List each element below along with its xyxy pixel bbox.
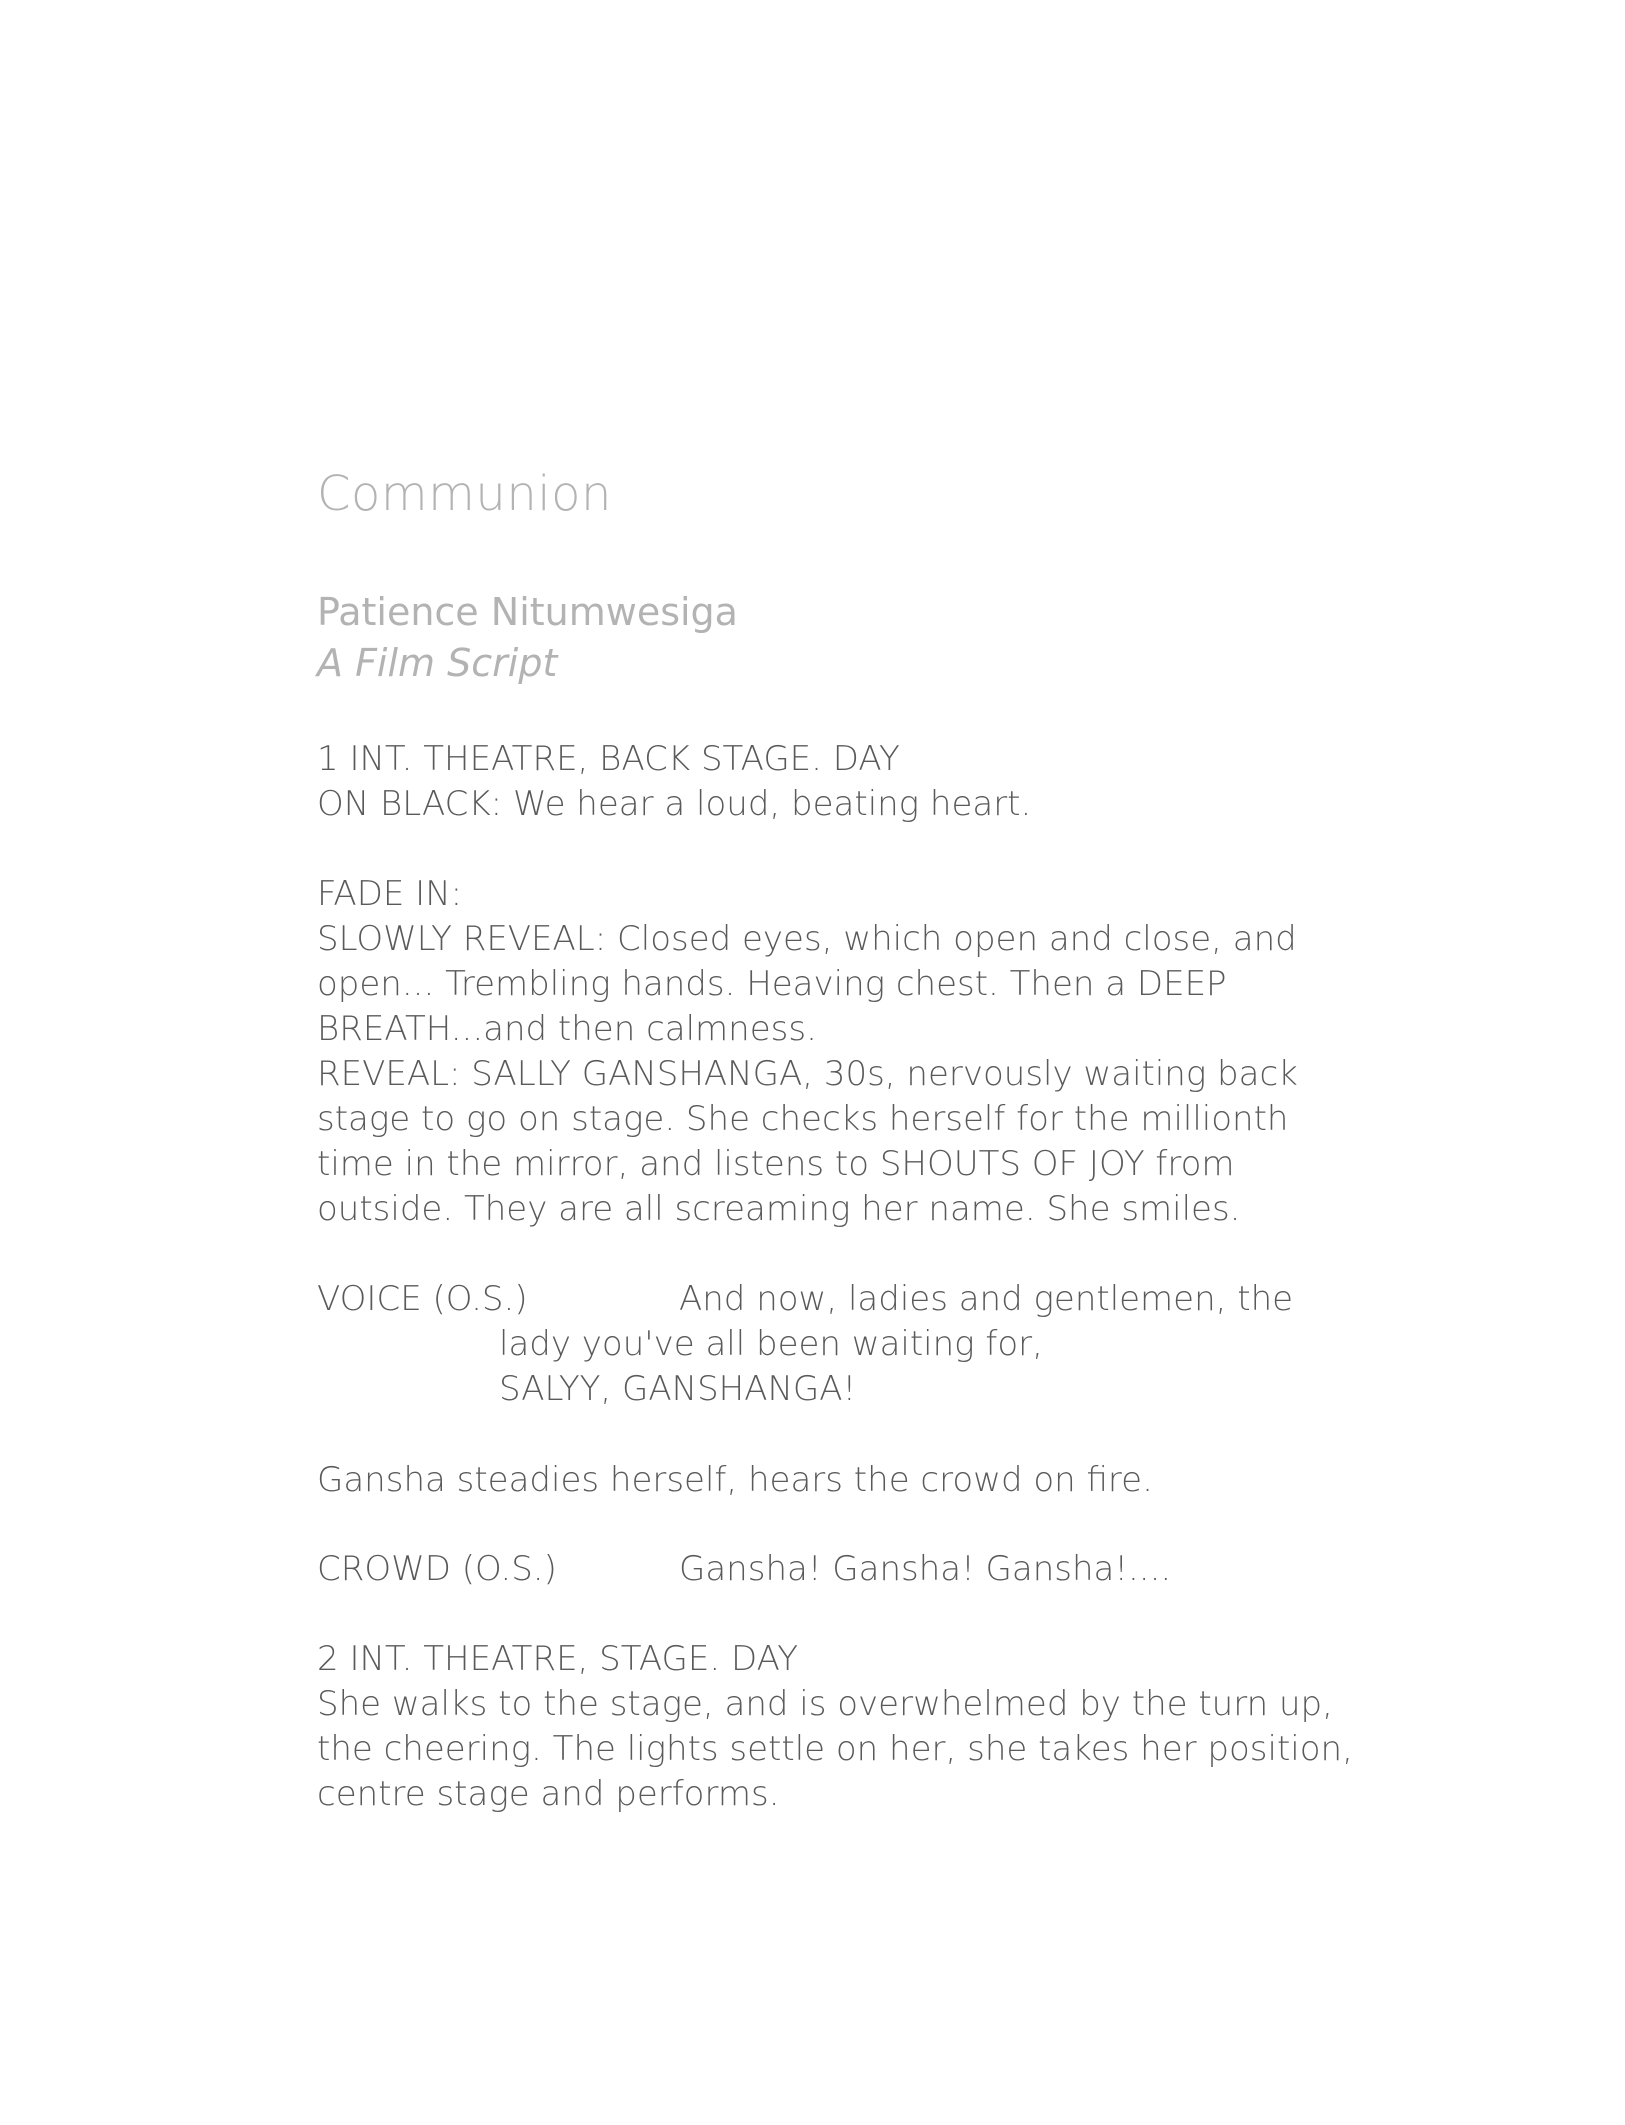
action-line: stage to go on stage. She checks herself for the millionth xyxy=(317,1099,1289,1139)
dialogue-line: Gansha! Gansha! Gansha!.... xyxy=(679,1549,1172,1589)
scene-heading: 1 INT. THEATRE, BACK STAGE. DAY xyxy=(317,739,900,779)
transition: FADE IN: xyxy=(317,874,463,914)
script-subtitle: A Film Script xyxy=(317,641,558,685)
action-line: BREATH...and then calmness. xyxy=(317,1009,817,1049)
scene-1 xyxy=(317,737,1337,827)
crowd-dialogue xyxy=(317,1547,1337,1592)
dialogue-line: SALYY, GANSHANGA! xyxy=(499,1369,857,1409)
action-line: time in the mirror, and listens to SHOUTS OF JOY from xyxy=(317,1144,1235,1184)
action-line: the cheering. The lights settle on her, she takes her position, xyxy=(317,1729,1353,1769)
action-line: SLOWLY REVEAL: Closed eyes, which open and close, and xyxy=(317,919,1297,959)
author-name: Patience Nitumwesiga xyxy=(317,590,738,634)
action-line: centre stage and performs. xyxy=(317,1774,780,1814)
script-title: Communion xyxy=(317,466,612,522)
action-line: open... Trembling hands. Heaving chest. Then a DEEP xyxy=(317,964,1227,1004)
character-name: CROWD (O.S.) xyxy=(317,1549,557,1589)
fade-in-block xyxy=(317,872,1337,1232)
scene-heading: 2 INT. THEATRE, STAGE. DAY xyxy=(317,1639,798,1679)
action-line: REVEAL: SALLY GANSHANGA, 30s, nervously waiting back xyxy=(317,1054,1298,1094)
action-line: Gansha steadies herself, hears the crowd on fire. xyxy=(317,1460,1153,1500)
action-line: She walks to the stage, and is overwhelmed by the turn up, xyxy=(317,1684,1333,1724)
dialogue-line: And now, ladies and gentlemen, the xyxy=(679,1279,1294,1319)
action-line: ON BLACK: We hear a loud, beating heart. xyxy=(317,784,1032,824)
character-name: VOICE (O.S.) xyxy=(317,1279,528,1319)
dialogue-row xyxy=(317,1277,1337,1322)
action-line: outside. They are all screaming her name. She smiles. xyxy=(317,1189,1241,1229)
dialogue-row xyxy=(317,1547,1337,1592)
voice-dialogue xyxy=(317,1277,1337,1412)
action-block xyxy=(317,1458,1337,1503)
dialogue-line: lady you've all been waiting for, xyxy=(499,1324,1043,1364)
scene-2 xyxy=(317,1637,1353,1817)
